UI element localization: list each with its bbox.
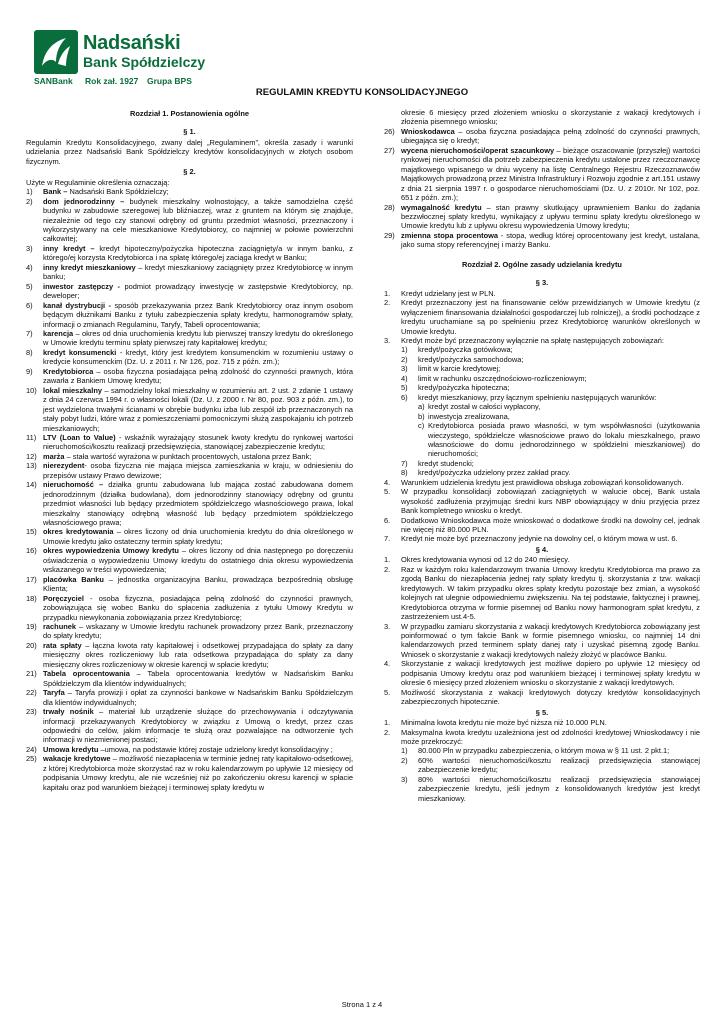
definition-item-term: wakacje kredytowe	[43, 754, 111, 764]
section-4-item-text: W przypadku zamiaru skorzystania z wakacji kredytowych Kredytobiorca zobowiązany jest poinformować o tym fakcie Bank w formie pisemnego wniosku, co najmniej 14 dni kalendarzowych przed terminem spłaty danej raty i uzyskać pisemną zgodę Banku. Wniosek o skorzystanie z wakacji kredytowych należy złożyć w placówce Banku.	[401, 621, 700, 659]
definition-item-description: podmiot prowadzący inwestycję w zastępstwie Kredytobiorcy, np. deweloper;	[43, 281, 353, 301]
definition-item-text	[43, 480, 353, 527]
section-4-item-text: Skorzystanie z wakacji kredytowych jest możliwe dopiero po upływie 12 miesięcy od podpisania Umowy kredytu oraz pod warunkiem bieżącej i terminowej spłaty kredytu w okresie 6 miesięcy przed złożeniem wniosku o skorzystanie z wakacji kredytowych.	[401, 659, 700, 688]
bank-name: Nadsański	[83, 32, 181, 54]
definition-item-number: 9)	[26, 366, 33, 376]
definition-item-description: – okres od dnia uruchomienia kredytu lub pierwszej transzy kredytu do określonego w Umowie kredytu terminu spłaty pierwszej raty kapitałowej kredytu;	[43, 328, 353, 348]
definition-item-number: 7)	[26, 328, 33, 338]
section-4-item	[384, 555, 700, 564]
definition-item	[26, 197, 353, 244]
section-3-item-number: 2.	[384, 298, 391, 308]
definition-item-number: 25)	[26, 754, 37, 764]
founded-label: Rok zał. 1927	[85, 76, 139, 86]
definition-item-text	[43, 244, 353, 263]
definition-item	[26, 348, 353, 367]
definition-item	[26, 282, 353, 301]
section-3-sub6-item	[384, 412, 700, 421]
section-3-subitem	[384, 459, 700, 468]
section-5-subitem	[384, 756, 700, 775]
section-3-item-text: Warunkiem udzielenia kredytu jest prawidłowa obsługa zobowiązań konsolidowanych.	[401, 477, 684, 487]
definition-item	[26, 641, 353, 669]
definition-item	[26, 367, 353, 386]
section-3-item-text: W przypadku konsolidacji zobowiązań zaciągniętych w walucie obcej, Bank ustala wysokość zadłużenia przyjmując średni kurs NBP obowiązujący w dniu przyjęcia przez Bank kompletnego wniosku o kredyt.	[401, 487, 700, 516]
definition-item-term: inny kredyt –	[43, 243, 95, 253]
definition-item	[26, 669, 353, 688]
section-5-item-number: 2.	[384, 727, 391, 737]
definition-item-number: 28)	[384, 202, 395, 212]
section-5-subitem	[384, 775, 700, 803]
section-1-heading: § 1.	[183, 127, 196, 137]
definition-item-number: 23)	[26, 707, 37, 717]
definition-item-term: Umowa kredytu	[43, 744, 99, 754]
definition-item-number: 5)	[26, 281, 33, 291]
section-4-item-number: 4.	[384, 659, 391, 669]
definition-item-text	[401, 127, 700, 146]
section-3-item	[384, 298, 700, 336]
section-4-item-number: 2.	[384, 564, 391, 574]
definitions-list-continued	[384, 127, 700, 250]
group-label: Grupa BPS	[147, 76, 192, 86]
section-3-subitem-text: kredyt studencki;	[418, 458, 474, 468]
definition-item-term: inny kredyt mieszkaniowy	[43, 262, 136, 272]
definition-item-term: marża	[43, 451, 65, 461]
definition-item-text	[43, 594, 353, 622]
section-5-item-text: Maksymalna kwota kredytu uzależniona jest od zdolności kredytowej Wnioskodawcy i nie może przekroczyć:	[401, 727, 700, 746]
definition-item-number: 21)	[26, 669, 37, 679]
definition-item-term: trwały nośnik	[43, 707, 94, 717]
left-column	[26, 108, 353, 792]
section-3-sub6-item-text: kredyt został w całości wypłacony,	[428, 402, 541, 412]
section-3-item-number: 5.	[384, 487, 391, 497]
section-1-text: Regulamin Kredytu Konsolidacyjnego, zwany dalej „Regulaminem”, określa zasady i warunki udzielania przez Nadsański Bank Spółdzielczy kredytów konsolidacyjnych w złotych osobom fizycznym.	[26, 137, 353, 166]
section-3-item-number: 6.	[384, 515, 391, 525]
definition-item	[26, 329, 353, 348]
section-5-subitem-number: 3)	[401, 774, 408, 784]
section-3-item-number: 3.	[384, 335, 391, 345]
section-3-subitem-text: kredyt/pożyczka samochodowa;	[418, 354, 524, 364]
definition-item-number: 8)	[26, 347, 33, 357]
definition-item-text	[43, 707, 353, 745]
definition-item	[26, 386, 353, 433]
definition-item-description: – okres liczony od dnia następnego po doręczeniu oświadczenia o wypowiedzeniu Umowy kredytu do ostatniego dnia okresu wypowiedzenia wskazanego w treści wypowiedzenia;	[43, 546, 353, 575]
definition-item-term: kredyt konsumencki	[43, 347, 117, 357]
definition-item-number: 1)	[26, 187, 33, 197]
definition-item-description: – osoba fizyczna posiadająca pełną zdolność do czynności prawnych, ubiegająca się o kredyt;	[401, 126, 700, 146]
definition-item-description: - stopa, według której oprocentowany jest kredyt, ustalana, jako suma stopy referencyjnej i marży Banku.	[401, 230, 700, 250]
definition-item	[384, 146, 700, 203]
definition-item	[26, 187, 353, 196]
definition-item-description: - osoba fizyczna, posiadająca pełną zdolność do czynności prawnych, zobowiązująca się wobec Banku do spłacenia zadłużenia z tytułu Umowy Kredytu w przypadku niewykonania zobowiązania przez Kredytobiorcę;	[43, 593, 353, 622]
section-5-item-number: 1.	[384, 718, 391, 728]
definition-item-description: Nadsański Bank Spółdzielczy;	[67, 187, 169, 197]
definition-item	[26, 594, 353, 622]
definition-item	[26, 263, 353, 282]
definition-item-number: 14)	[26, 480, 37, 490]
section-3-item-number: 1.	[384, 288, 391, 298]
bank-logo	[34, 30, 206, 92]
section-3-list-b	[384, 478, 700, 544]
section-3-item	[384, 516, 700, 535]
section-5-list	[384, 718, 700, 746]
section-4-item	[384, 659, 700, 687]
definition-item-text	[43, 622, 353, 641]
definition-item-text	[401, 231, 700, 250]
definition-item-text	[43, 461, 353, 480]
section-3-heading: § 3.	[535, 278, 549, 288]
definition-item-term: okres kredytowania	[43, 527, 114, 537]
section-3-item	[384, 336, 700, 345]
section-3-subitem-number: 4)	[401, 373, 408, 383]
definition-item-text	[43, 329, 353, 348]
definition-item-term: Taryfa	[43, 688, 65, 698]
section-4-item	[384, 622, 700, 660]
definition-item	[26, 707, 353, 745]
section-5-item	[384, 718, 700, 727]
definition-item-number: 13)	[26, 461, 37, 471]
definition-item-text	[43, 641, 353, 669]
definition-item-text	[43, 527, 353, 546]
section-3-item-number: 4.	[384, 477, 391, 487]
definition-item-number: 11)	[26, 432, 37, 442]
definition-item-description: – materiał lub urządzenie służące do przechowywania i odczytywania informacji przekazywanych Kredytobiorcy w związku z Umową o kredyt, przez czas odpowiedni do celów, jakim informacje te służą oraz pozwalające na odtworzenie tych informacji w niezmienionej postaci;	[43, 707, 353, 745]
section-3-subitem	[384, 383, 700, 392]
section-3-item-text: Kredyt udzielany jest w PLN.	[401, 288, 496, 298]
definition-item-text	[43, 197, 353, 244]
section-3-sub6-item-text: Kredytobiorca posiada prawo własności, w tym współwłasności (użytkowania wieczystego, spółdzielcze własnościowe prawo do lokalu mieszkalnego, prawo własnościowe do domu jednorodzinnego w spółdzielni mieszkaniowej) do nieruchomości;	[428, 421, 700, 459]
definition-item	[384, 203, 700, 231]
section-3-subitem-number: 7)	[401, 458, 408, 468]
section-4-item-text: Okres kredytowania wynosi od 12 do 240 miesięcy.	[401, 555, 570, 565]
chapter-2-heading: Rozdział 2. Ogólne zasady udzielania kredytu	[462, 259, 622, 269]
definition-item-term: Kredytobiorca	[43, 366, 94, 376]
definition-item	[26, 480, 353, 527]
definition-25-continued: okresie 6 miesięcy przed złożeniem wniosku o skorzystanie z wakacji kredytowych i złożenia pisemnego wniosku;	[401, 108, 700, 127]
section-4-item-text: Raz w każdym roku kalendarzowym trwania Umowy kredytu Kredytobiorca ma prawo za zgodą Banku do niezapłacenia jednej raty spłaty kredytu tj. skorzystania z tzw. wakacji kredytowych. W takim przypadku okres spłaty kredytu pozostaje bez zmian, a wysokość kolejnych rat ulegnie odpowiedniemu zwiększeniu. Na tej podstawie, faktycznej i prawnej, Kredytobiorca otrzyma w formie pisemnej od Banku nowy harmonogram spłat kredytu, z zastrzeżeniem ust.4-5.	[401, 564, 700, 622]
definition-item-term: rachunek	[43, 622, 77, 632]
definition-item-number: 6)	[26, 300, 33, 310]
definition-item-description: - kredyt, który jest kredytem konsumenckim w rozumieniu ustawy o kredycie konsumenckim (Dz. U. z 2011 r. Nr 126, poz. 715 z późn. zm.);	[43, 347, 353, 367]
definition-item-term: LTV (Loan to Value)	[43, 432, 116, 442]
section-3-item	[384, 289, 700, 298]
definition-item-number: 4)	[26, 262, 33, 272]
section-4-item-number: 3.	[384, 621, 391, 631]
definition-item-description: sposób przekazywania przez Bank Kredytobiorcy oraz innym osobom będącym dłużnikami Banku z tytułu zabezpieczenia spłaty kredytu, harmonogramów spłaty, informacji o zmianach Regulaminu, Taryfy, Tabeli oprocentowania;	[43, 300, 353, 329]
definition-item-number: 20)	[26, 640, 37, 650]
section-3-subitem-number: 5)	[401, 383, 408, 393]
section-3-item	[384, 534, 700, 543]
definition-item-number: 3)	[26, 243, 33, 253]
section-3-subitem-text: limit w rachunku oszczędnościowo-rozliczeniowym;	[418, 373, 587, 383]
definition-item	[26, 745, 353, 754]
definition-item-term: rata spłaty	[43, 640, 82, 650]
definition-item-description: – osoba fizyczna posiadająca pełną zdolność do czynności prawnych, która zawarła z Bankiem Umowę kredytu;	[43, 366, 353, 386]
section-3-subitem-text: kredyt mieszkaniowy, przy łącznym spełnieniu następujących warunków:	[418, 392, 657, 402]
definition-item	[26, 754, 353, 792]
section-3-subitem-text: limit w karcie kredytowej;	[418, 364, 501, 374]
section-5-subitem-number: 2)	[401, 755, 408, 765]
definition-item-number: 2)	[26, 196, 33, 206]
definition-item-term: nieruchomość –	[43, 480, 104, 490]
section-3-subitem	[384, 355, 700, 364]
definition-item-description: – Taryfa prowizji i opłat za czynności bankowe w Nadsańskim Banku Spółdzielczym dla klientów indywidualnych;	[43, 688, 353, 707]
definition-item-number: 10)	[26, 385, 37, 395]
definition-item-description: – bieżące oszacowanie (przyszłej) wartości rynkowej nieruchomości dla potrzeb zabezpieczenia kredytu ustalone przez rzeczoznawcę majątkowego wpisanego w dniu wyceny na listę Centralnego Rejestru Rzeczoznawców Majątkowych prowadzoną przez Ministra Infrastruktury i Rozwoju zgodnie z art.151 ustawy z dnia 21 sierpnia 1997 r. o gospodarce nieruchomościami (Dz. U. z 2010r. Nr 102, poz. 651 z późn. zm.);	[401, 145, 700, 203]
section-3-sub6-item-number: c)	[418, 421, 425, 431]
definition-item-term: Tabela oprocentowania	[43, 669, 130, 679]
definition-item-term: lokal mieszkalny	[43, 385, 103, 395]
definition-item-description: – możliwość niezapłacenia w terminie jednej raty kapitałowo-odsetkowej, z której Kredytobiorca może skorzystać raz w roku kalendarzowym po upływie 12 miesięcy od podpisania Umowy kredytu, ale nie wcześniej niż po zakończeniu okresu karencji w spłacie kapitału oraz pod warunkiem bieżącej i terminowej spłaty kredytu w	[43, 754, 354, 792]
definition-item-text	[43, 301, 353, 329]
section-3-sublist-b	[384, 459, 700, 478]
definition-item-description: – łączna kwota raty kapitałowej i odsetkowej przypadająca do spłaty za dany miesięczny okres rozliczeniowy lub rata odsetkowa przypadająca do spłaty za dany miesięczny okres rozliczeniowy w okresie karencji w spłacie kredytu;	[43, 640, 353, 669]
section-3-subitem-number: 6)	[401, 392, 408, 402]
definition-item-text	[43, 754, 353, 792]
section-5-subitem-text: 60% wartości nieruchomości/kosztu realizacji przedsięwzięcia stanowiącej zabezpieczenie kredytu;	[418, 755, 700, 775]
section-5-item	[384, 728, 700, 747]
definition-item	[26, 527, 353, 546]
section-4-item-number: 5.	[384, 687, 391, 697]
definition-item-description: – kredyt mieszkaniowy zaciągnięty przez Kredytobiorcę w innym banku;	[43, 262, 353, 282]
section-3-sub6-item-number: b)	[418, 411, 425, 421]
bank-subtitle: Bank Spółdzielczy	[83, 54, 206, 70]
section-3-sub6-item-number: a)	[418, 402, 425, 412]
definition-item-text	[43, 187, 353, 196]
definition-item	[26, 433, 353, 452]
section-4-list	[384, 555, 700, 706]
section-5-subitem-text: 80% wartości nieruchomości/kosztu realizacji przedsięwzięcia stanowiącej zabezpieczenie kredytu, jeśli jednym z konsolidowanych kredytów jest kredyt mieszkaniowy.	[418, 774, 700, 803]
definition-item-term: kanał dystrybucji -	[43, 300, 112, 310]
definition-item-description: działka gruntu zabudowana lub mająca zostać zabudowana domem jednorodzinnym (działka budowlana), dom jednorodzinny stanowiący odrębny od gruntu przedmiot własności lub będący przedmiotem spółdzielczego własnościowego prawa, lokal mieszkalny stanowiący odrębną własność lub będący przedmiotem spółdzielczego własnościowego prawa;	[43, 480, 353, 528]
chapter-1-heading: Rozdział 1. Postanowienia ogólne	[129, 109, 249, 118]
definition-item-term: dom jednorodzinny –	[43, 196, 125, 206]
definition-item	[26, 301, 353, 329]
definition-item-number: 22)	[26, 688, 37, 698]
section-3-item	[384, 487, 700, 515]
definition-item-description: - wskaźnik wyrażający stosunek kwoty kredytu do rynkowej wartości nieruchomości/kosztu realizacji przedsięwzięcia, stanowiącej zabezpieczenie kredytu;	[43, 432, 353, 452]
section-4-item	[384, 565, 700, 622]
definition-item	[26, 575, 353, 594]
definition-item-text	[43, 575, 353, 594]
definition-item-number: 19)	[26, 622, 37, 632]
definition-item-text	[43, 452, 353, 461]
definition-item-number: 27)	[384, 145, 395, 155]
definition-item-number: 29)	[384, 230, 395, 240]
section-3-sub6-item-text: inwestycja zrealizowana,	[428, 411, 510, 421]
definition-item-term: okres wypowiedzenia Umowy kredytu	[43, 546, 179, 556]
section-3-list	[384, 289, 700, 346]
definition-item-term: Bank –	[43, 187, 68, 197]
definition-item-description: – jednostka organizacyjna Banku, prowadząca bezpośrednią obsługę Klienta;	[43, 574, 354, 594]
section-5-subitem	[384, 746, 700, 755]
definition-item-term: inwestor zastępczy -	[43, 281, 121, 291]
definition-item-text	[43, 745, 353, 754]
section-3-subitem-number: 1)	[401, 345, 408, 355]
definition-item-text	[43, 263, 353, 282]
definition-item-term: nierezydent	[43, 461, 85, 471]
definition-item-description: – okres liczony od dnia uruchomienia kredytu do dnia określonego w Umowie kredytu jako ostateczny termin spłaty kredytu;	[43, 527, 353, 546]
definition-item-description: – wskazany w Umowie kredytu rachunek prowadzony przez Bank, przeznaczony do spłaty kredytu;	[43, 622, 353, 641]
definition-item-term: Poręczyciel	[43, 593, 84, 603]
definition-item-text	[43, 433, 353, 452]
right-column	[384, 108, 700, 803]
section-3-subitem-number: 2)	[401, 354, 408, 364]
definition-item-description: – samodzielny lokal mieszkalny w rozumieniu art. 2 ust. 2 zdanie 1 ustawy z dnia 24 czerwca 1994 r. o własności lokali (Dz. U. z 2000 r. Nr 80, poz. 903 z późn. zm.), to jest wydzielona trwałymi ścianami w obrębie budynku izba lub zespół izb przeznaczonych na stały pobyt ludzi, które wraz z pomieszczeniami pomocniczymi służą zaspokajaniu ich potrzeb mieszkaniowych;	[43, 385, 353, 433]
definition-item-term: wycena nieruchomości/operat szacunkowy	[401, 145, 555, 155]
section-3-sub6-item	[384, 402, 700, 411]
definition-item-description: – Tabela oprocentowania kredytów w Nadsańskim Banku Spółdzielczym dla klientów indywidualnych;	[43, 669, 353, 688]
definition-item-number: 17)	[26, 574, 37, 584]
definitions-list	[26, 187, 353, 792]
section-5-heading: § 5.	[535, 707, 549, 717]
section-3-subitem	[384, 345, 700, 354]
section-4-item	[384, 688, 700, 707]
definition-item	[26, 622, 353, 641]
section-4-item-number: 1.	[384, 555, 391, 565]
section-3-subitem	[384, 468, 700, 477]
definition-item-term: Wnioskodawca	[401, 126, 455, 136]
section-3-item-text: Kredyt może być przeznaczony wyłącznie na spłatę następujących zobowiązań:	[401, 335, 664, 345]
definition-item-description: – stała wartość wyrażona w punktach procentowych, ustalona przez Bank;	[64, 451, 312, 461]
definition-item-term: placówka Banku	[43, 574, 104, 584]
section-2-intro: Użyte w Regulaminie określenia oznaczają:	[26, 177, 170, 187]
definition-item-text	[43, 386, 353, 433]
section-5-subitem-number: 1)	[401, 746, 408, 756]
definition-item	[26, 688, 353, 707]
section-5-sublist	[384, 746, 700, 803]
definition-item	[26, 546, 353, 574]
definition-item-term: wymagalność kredytu	[401, 202, 482, 212]
section-5-subitem-text: 80.000 Pln w przypadku zabezpieczenia, o którym mowa w § 11 ust. 2 pkt.1;	[418, 746, 670, 756]
section-3-subitem	[384, 364, 700, 373]
section-3-item-text: Kredyt przeznaczony jest na finansowanie celów przewidzianych w Umowie kredytu (z wyłączeniem finansowania działalności gospodarczej lub rolniczej), a środki pochodzące z kredytu uruchamiane są po spełnieniu przez Kredytobiorcę warunków określonych w Umowie kredytu.	[401, 298, 700, 336]
section-3-subitem	[384, 393, 700, 402]
section-3-subitem-text: kredyt/pożyczka udzielony przez zakład pracy.	[418, 468, 571, 478]
definition-item	[26, 244, 353, 263]
section-3-sublist	[384, 345, 700, 402]
definition-item-text	[43, 688, 353, 707]
definition-item-description: – stan prawny skutkujący uprawnieniem Banku do żądania bezzwłocznej spłaty kredytu, wynikający z upływu terminu spłaty kredytu określonego w Umowie kredytu lub z upływu okresu wypowiedzenia Umowy kredytu;	[401, 202, 701, 231]
section-4-heading: § 4.	[535, 544, 549, 554]
definition-item-description: budynek mieszkalny wolnostojący, a także samodzielna część budynku w zabudowie szeregowej lub bliźniaczej, wraz z gruntem na którym się znajduje, niezależnie od tego czy stanowi odrębny od gruntu przedmiot własności, przeznaczony i wykorzystywany na cele mieszkaniowe Kredytobiorcy, co najmniej w połowie powierzchni całkowitej;	[43, 196, 353, 244]
definition-item-description: –umowa, na podstawie której zostaje udzielony kredyt konsolidacyjny ;	[98, 744, 333, 754]
definition-item-number: 24)	[26, 744, 37, 754]
definition-item-text	[43, 282, 353, 301]
definition-item	[384, 231, 700, 250]
definition-item-number: 18)	[26, 593, 37, 603]
section-3-sub6-item	[384, 421, 700, 459]
definition-item-text	[43, 669, 353, 688]
definition-item-text	[43, 367, 353, 386]
section-3-item-text: Dodatkowo Wnioskodawca może wnioskować o dodatkowe środki na dowolny cel, jednak nie więcej niż 80.000 PLN.	[401, 515, 700, 535]
section-4-item-text: Możliwość skorzystania z wakacji kredytowych dotyczy kredytów konsolidacyjnych zabezpieczonych hipotecznie.	[401, 687, 700, 707]
definition-item-description: - osoba fizyczna nie mająca miejsca zamieszkania w kraju, w odniesieniu do przepisów ustawy Prawo dewizowe;	[43, 461, 353, 480]
definition-item-number: 26)	[384, 126, 395, 136]
definition-item-term: karencja	[43, 328, 74, 338]
definition-item-number: 12)	[26, 451, 37, 461]
definition-item-text	[401, 146, 700, 203]
sanbank-label: SANBank	[34, 76, 73, 86]
section-3-sub6-list	[384, 402, 700, 459]
definition-item-description: kredyt hipoteczny/pożyczka hipoteczna zaciągnięty/a w innym banku, z którego/ej korzysta Kredytobiorca i na spłatę którego/ej zaciąga kredyt w Banku;	[43, 243, 353, 263]
section-3-item-number: 7.	[384, 534, 391, 544]
section-3-subitem-text: kredy/pożyczka hipoteczna;	[418, 383, 510, 393]
definition-item-text	[43, 348, 353, 367]
section-2-heading: § 2.	[183, 167, 196, 177]
section-5-item-text: Minimalna kwota kredytu nie może być niższa niż 10.000 PLN.	[401, 718, 607, 728]
section-3-subitem	[384, 374, 700, 383]
definition-item-term: zmienna stopa procentowa	[401, 230, 499, 240]
definition-item	[384, 127, 700, 146]
bank-logo-icon	[34, 30, 78, 74]
section-3-item	[384, 478, 700, 487]
section-3-subitem-text: kredyt/pożyczka gotówkowa;	[418, 345, 513, 355]
definition-item	[26, 452, 353, 461]
document-title: REGULAMIN KREDYTU KONSOLIDACYJNEGO	[255, 87, 469, 98]
section-3-subitem-number: 3)	[401, 364, 408, 374]
section-3-subitem-number: 8)	[401, 468, 408, 478]
page-footer: Strona 1 z 4	[341, 1000, 383, 1009]
definition-item-number: 15)	[26, 527, 37, 537]
definition-item-text	[43, 546, 353, 574]
definition-item	[26, 461, 353, 480]
definition-item-number: 16)	[26, 546, 37, 556]
section-3-item-text: Kredyt nie może być przeznaczony jedynie na dowolny cel, o którym mowa w ust. 6.	[401, 534, 678, 544]
definition-item-text	[401, 203, 700, 231]
